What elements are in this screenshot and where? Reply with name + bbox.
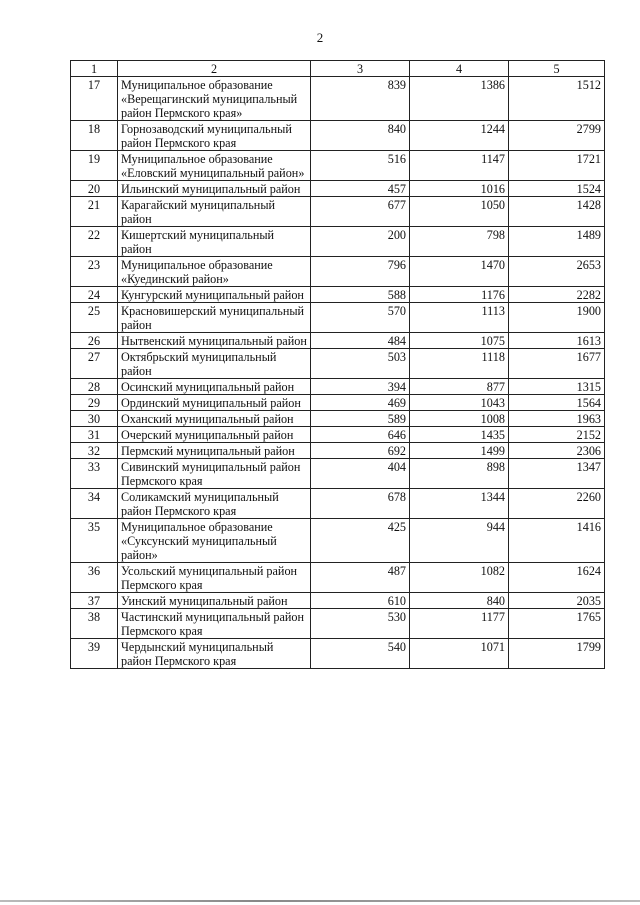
municipality-name-cell: Усольский муниципальный район Пермского края xyxy=(118,563,311,593)
column-5-value-cell: 1677 xyxy=(509,349,605,379)
table-header-row xyxy=(71,61,605,77)
column-3-value-cell: 394 xyxy=(311,379,410,395)
column-3-value-cell: 589 xyxy=(311,411,410,427)
column-5-value-cell: 2260 xyxy=(509,489,605,519)
row-number-cell: 30 xyxy=(71,411,118,427)
column-5-value-cell: 1512 xyxy=(509,77,605,121)
column-5-value-cell: 2282 xyxy=(509,287,605,303)
column-4-value-cell: 944 xyxy=(410,519,509,563)
column-header-3: 3 xyxy=(311,61,410,77)
row-number-cell: 21 xyxy=(71,197,118,227)
table-row xyxy=(71,411,605,427)
table-row xyxy=(71,489,605,519)
table-body xyxy=(71,77,605,669)
column-3-value-cell: 678 xyxy=(311,489,410,519)
table-row xyxy=(71,609,605,639)
column-3-value-cell: 840 xyxy=(311,121,410,151)
row-number-cell: 39 xyxy=(71,639,118,669)
column-5-value-cell: 1347 xyxy=(509,459,605,489)
table-row xyxy=(71,427,605,443)
municipality-name-cell: Муниципальное образование «Суксунский муниципальный район» xyxy=(118,519,311,563)
column-4-value-cell: 898 xyxy=(410,459,509,489)
municipality-name-cell: Оханский муниципальный район xyxy=(118,411,311,427)
column-3-value-cell: 487 xyxy=(311,563,410,593)
row-number-cell: 25 xyxy=(71,303,118,333)
column-4-value-cell: 1071 xyxy=(410,639,509,669)
table-row xyxy=(71,395,605,411)
column-5-value-cell: 2306 xyxy=(509,443,605,459)
municipality-name-cell: Ординский муниципальный район xyxy=(118,395,311,411)
column-5-value-cell: 2152 xyxy=(509,427,605,443)
column-4-value-cell: 798 xyxy=(410,227,509,257)
column-3-value-cell: 692 xyxy=(311,443,410,459)
column-header-5: 5 xyxy=(509,61,605,77)
column-4-value-cell: 1075 xyxy=(410,333,509,349)
column-header-4: 4 xyxy=(410,61,509,77)
row-number-cell: 33 xyxy=(71,459,118,489)
table-row xyxy=(71,303,605,333)
municipality-name-cell: Горнозаводский муниципальный район Пермского края xyxy=(118,121,311,151)
column-3-value-cell: 570 xyxy=(311,303,410,333)
row-number-cell: 37 xyxy=(71,593,118,609)
table-row xyxy=(71,349,605,379)
column-4-value-cell: 1470 xyxy=(410,257,509,287)
column-3-value-cell: 457 xyxy=(311,181,410,197)
municipality-name-cell: Сивинский муниципальный район Пермского края xyxy=(118,459,311,489)
row-number-cell: 26 xyxy=(71,333,118,349)
column-3-value-cell: 677 xyxy=(311,197,410,227)
column-3-value-cell: 796 xyxy=(311,257,410,287)
table-row xyxy=(71,77,605,121)
column-3-value-cell: 839 xyxy=(311,77,410,121)
column-5-value-cell: 1315 xyxy=(509,379,605,395)
column-4-value-cell: 1050 xyxy=(410,197,509,227)
data-table xyxy=(70,60,605,669)
column-header-2: 2 xyxy=(118,61,311,77)
row-number-cell: 38 xyxy=(71,609,118,639)
row-number-cell: 23 xyxy=(71,257,118,287)
municipality-name-cell: Карагайский муниципальный район xyxy=(118,197,311,227)
municipality-name-cell: Уинский муниципальный район xyxy=(118,593,311,609)
table-row xyxy=(71,333,605,349)
table-row xyxy=(71,197,605,227)
column-4-value-cell: 1008 xyxy=(410,411,509,427)
table-row xyxy=(71,121,605,151)
municipality-name-cell: Осинский муниципальный район xyxy=(118,379,311,395)
row-number-cell: 18 xyxy=(71,121,118,151)
column-5-value-cell: 1721 xyxy=(509,151,605,181)
municipality-name-cell: Частинский муниципальный район Пермского края xyxy=(118,609,311,639)
row-number-cell: 20 xyxy=(71,181,118,197)
column-4-value-cell: 1386 xyxy=(410,77,509,121)
column-5-value-cell: 2799 xyxy=(509,121,605,151)
column-5-value-cell: 1900 xyxy=(509,303,605,333)
table-row xyxy=(71,257,605,287)
table-row xyxy=(71,519,605,563)
column-3-value-cell: 540 xyxy=(311,639,410,669)
row-number-cell: 17 xyxy=(71,77,118,121)
column-5-value-cell: 2653 xyxy=(509,257,605,287)
table-row xyxy=(71,151,605,181)
column-3-value-cell: 503 xyxy=(311,349,410,379)
row-number-cell: 24 xyxy=(71,287,118,303)
column-5-value-cell: 1564 xyxy=(509,395,605,411)
municipality-name-cell: Соликамский муниципальный район Пермского края xyxy=(118,489,311,519)
column-3-value-cell: 200 xyxy=(311,227,410,257)
row-number-cell: 32 xyxy=(71,443,118,459)
column-4-value-cell: 1043 xyxy=(410,395,509,411)
column-5-value-cell: 1765 xyxy=(509,609,605,639)
page-number: 2 xyxy=(316,30,324,45)
row-number-cell: 31 xyxy=(71,427,118,443)
table-row xyxy=(71,593,605,609)
table-row xyxy=(71,443,605,459)
column-4-value-cell: 1499 xyxy=(410,443,509,459)
column-3-value-cell: 588 xyxy=(311,287,410,303)
table-row xyxy=(71,563,605,593)
column-4-value-cell: 1016 xyxy=(410,181,509,197)
municipality-name-cell: Кунгурский муниципальный район xyxy=(118,287,311,303)
row-number-cell: 22 xyxy=(71,227,118,257)
table-row xyxy=(71,379,605,395)
table-row xyxy=(71,227,605,257)
row-number-cell: 36 xyxy=(71,563,118,593)
column-5-value-cell: 1489 xyxy=(509,227,605,257)
column-4-value-cell: 1082 xyxy=(410,563,509,593)
column-3-value-cell: 469 xyxy=(311,395,410,411)
column-3-value-cell: 516 xyxy=(311,151,410,181)
column-3-value-cell: 646 xyxy=(311,427,410,443)
column-4-value-cell: 1177 xyxy=(410,609,509,639)
column-5-value-cell: 2035 xyxy=(509,593,605,609)
table-row xyxy=(71,639,605,669)
column-3-value-cell: 404 xyxy=(311,459,410,489)
row-number-cell: 28 xyxy=(71,379,118,395)
column-3-value-cell: 610 xyxy=(311,593,410,609)
column-4-value-cell: 1344 xyxy=(410,489,509,519)
column-5-value-cell: 1416 xyxy=(509,519,605,563)
municipality-name-cell: Муниципальное образование «Верещагинский муниципальный район Пермского края» xyxy=(118,77,311,121)
municipality-name-cell: Ильинский муниципальный район xyxy=(118,181,311,197)
table-row xyxy=(71,459,605,489)
column-5-value-cell: 1624 xyxy=(509,563,605,593)
column-5-value-cell: 1613 xyxy=(509,333,605,349)
scan-edge-line xyxy=(0,900,640,902)
municipality-name-cell: Муниципальное образование «Куединский район» xyxy=(118,257,311,287)
column-4-value-cell: 877 xyxy=(410,379,509,395)
column-header-1: 1 xyxy=(71,61,118,77)
column-4-value-cell: 1118 xyxy=(410,349,509,379)
column-4-value-cell: 1176 xyxy=(410,287,509,303)
column-3-value-cell: 484 xyxy=(311,333,410,349)
column-5-value-cell: 1428 xyxy=(509,197,605,227)
municipality-name-cell: Муниципальное образование «Еловский муниципальный район» xyxy=(118,151,311,181)
municipality-name-cell: Красновишерский муниципальный район xyxy=(118,303,311,333)
column-4-value-cell: 1147 xyxy=(410,151,509,181)
row-number-cell: 35 xyxy=(71,519,118,563)
table-row xyxy=(71,287,605,303)
municipality-name-cell: Пермский муниципальный район xyxy=(118,443,311,459)
column-5-value-cell: 1963 xyxy=(509,411,605,427)
column-5-value-cell: 1799 xyxy=(509,639,605,669)
municipality-name-cell: Октябрьский муниципальный район xyxy=(118,349,311,379)
column-3-value-cell: 425 xyxy=(311,519,410,563)
column-4-value-cell: 1244 xyxy=(410,121,509,151)
municipality-name-cell: Кишертский муниципальный район xyxy=(118,227,311,257)
row-number-cell: 27 xyxy=(71,349,118,379)
column-4-value-cell: 1113 xyxy=(410,303,509,333)
row-number-cell: 34 xyxy=(71,489,118,519)
column-5-value-cell: 1524 xyxy=(509,181,605,197)
column-3-value-cell: 530 xyxy=(311,609,410,639)
municipality-name-cell: Нытвенский муниципальный район xyxy=(118,333,311,349)
municipality-name-cell: Очерский муниципальный район xyxy=(118,427,311,443)
row-number-cell: 19 xyxy=(71,151,118,181)
column-4-value-cell: 1435 xyxy=(410,427,509,443)
column-4-value-cell: 840 xyxy=(410,593,509,609)
row-number-cell: 29 xyxy=(71,395,118,411)
municipality-name-cell: Чердынский муниципальный район Пермского края xyxy=(118,639,311,669)
table-row xyxy=(71,181,605,197)
